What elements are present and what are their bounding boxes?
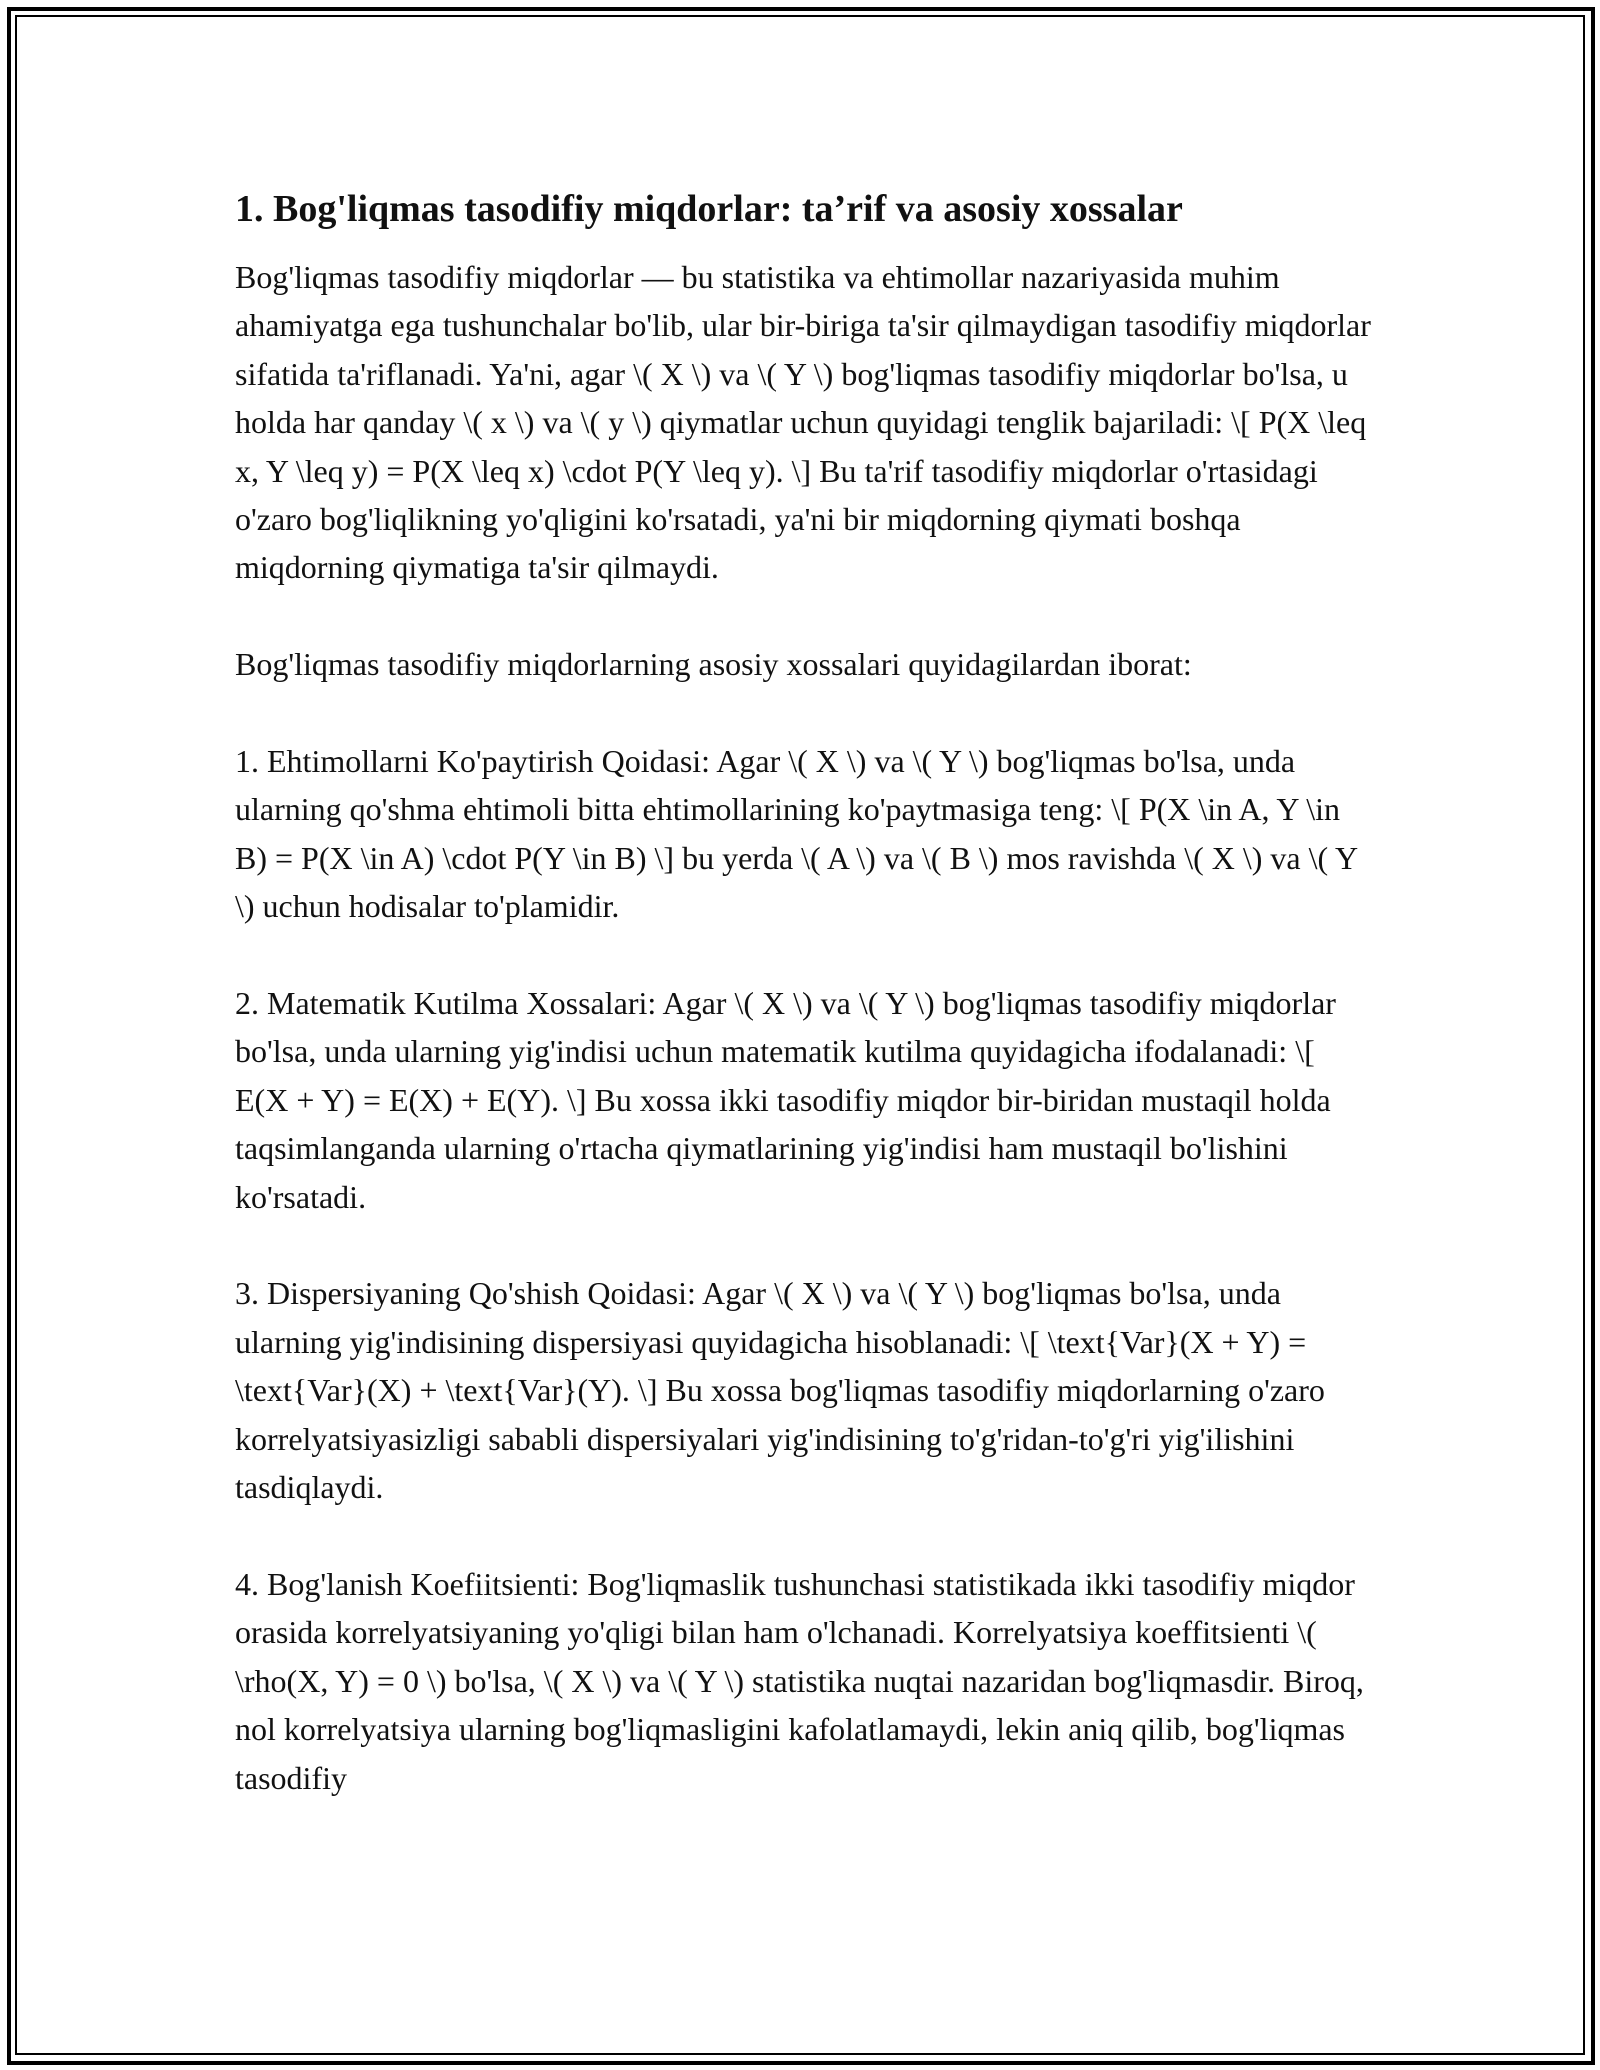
paragraph-properties-intro: Bog'liqmas tasodifiy miqdorlarning asosiy xossalari quyidagilardan iborat:: [235, 646, 1192, 683]
page-title: 1. Bog'liqmas tasodifiy miqdorlar: ta’rif va asosiy xossalar: [235, 188, 1183, 230]
paragraph-expectation: 2. Matematik Kutilma Xossalari: Agar \( X \) va \( Y \) bog'liqmas tasodifiy miqdorlar bo'lsa, unda ularning yig'indisi uchun matematik kutilma quyidagicha ifodalanadi: \[ E(X + Y) = E(X) + E(Y). \] Bu xossa ikki tasodifiy miqdor bir-biridan mustaqil holda taqsimlanganda ularning o'rtacha qiymatlarining yig'indisi ham mustaqil bo'lishini ko'rsatadi.: [235, 985, 1336, 1215]
paragraph-multiplication-rule: 1. Ehtimollarni Ko'paytirish Qoidasi: Agar \( X \) va \( Y \) bog'liqmas bo'lsa, unda ularning qo'shma ehtimoli bitta ehtimollarining ko'paytmasiga teng: \[ P(X \in A, Y \in B) = P(X \in A) \cdot P(Y \in B) \] bu yerda \( A \) va \( B \) mos ravishda \( X \) va \( Y \) uchun hodisalar to'plamidir.: [235, 743, 1357, 925]
document-body: [235, 185, 1375, 1850]
paragraph-variance: 3. Dispersiyaning Qo'shish Qoidasi: Agar \( X \) va \( Y \) bog'liqmas bo'lsa, unda ularning yig'indisining dispersiyasi quyidagicha hisoblanadi: \[ \text{Var}(X + Y) = \text{Var}(X) + \text{Var}(Y). \] Bu xossa bog'liqmas tasodifiy miqdorlarning o'zaro korrelyatsiyasizligi sababli dispersiyalari yig'indisining to'g'ridan-to'g'ri yig'ilishini tasdiqlaydi.: [235, 1275, 1325, 1506]
paragraph-definition: Bog'liqmas tasodifiy miqdorlar — bu statistika va ehtimollar nazariyasida muhim ahamiyatga ega tushunchalar bo'lib, ular bir-biriga ta'sir qilmaydigan tasodifiy miqdorlar sifatida ta'riflanadi. Ya'ni, agar \( X \) va \( Y \) bog'liqmas tasodifiy miqdorlar bo'lsa, u holda har qanday \( x \) va \( y \) qiymatlar uchun quyidagi tenglik bajariladi: \[ P(X \leq x, Y \leq y) = P(X \leq x) \cdot P(Y \leq y). \] Bu ta'rif tasodifiy miqdorlar o'rtasidagi o'zaro bog'liqlikning yo'qligini ko'rsatadi, ya'ni bir miqdorning qiymati boshqa miqdorning qiymatiga ta'sir qilmaydi.: [235, 259, 1371, 586]
paragraph-correlation: 4. Bog'lanish Koefiitsienti: Bog'liqmaslik tushunchasi statistikada ikki tasodifiy miqdor orasida korrelyatsiyaning yo'qligi bilan ham o'lchanadi. Korrelyatsiya koeffitsienti \( \rho(X, Y) = 0 \) bo'lsa, \( X \) va \( Y \) statistika nuqtai nazaridan bog'liqmasdir. Biroq, nol korrelyatsiya ularning bog'liqmasligini kafolatlamaydi, lekin aniq qilib, bog'liqmas tasodifiy: [235, 1565, 1364, 1796]
